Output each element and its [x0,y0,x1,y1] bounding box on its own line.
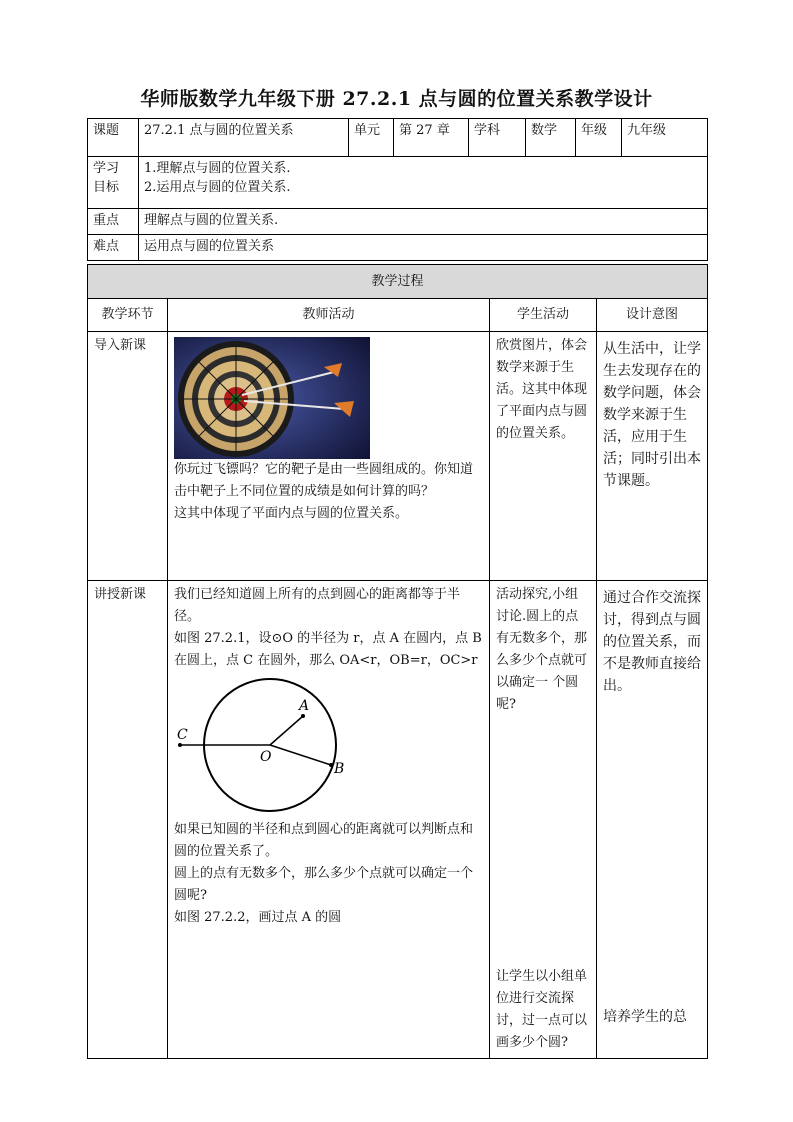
stage-new: 讲授新课 [88,581,168,1059]
header-intent: 设计意图 [597,299,708,332]
unit-label: 单元 [349,119,394,157]
student-intro: 欣赏图片，体会数学来源于生活。这其中体现了平面内点与圆的位置关系。 [490,332,597,581]
process-band: 教学过程 [88,265,708,299]
intent-intro: 从生活中，让学生去发现存在的数学问题，体会数学来源于生活，应用于生活；同时引出本节课题。 [597,332,708,581]
topic-label: 课题 [88,119,139,157]
label-b: B [334,761,345,777]
page-title: 华师版数学九年级下册 27.2.1 点与圆的位置关系教学设计 [140,88,653,110]
label-c: C [177,727,188,743]
difficult-value: 运用点与圆的位置关系 [139,235,708,261]
teacher-new: 我们已经知道圆上所有的点到圆心的距离都等于半径。 如图 27.2.1，设⊙O 的半径为 r，点 A 在圆内，点 B 在圆上，点 C 在圆外，那么 OA<r，OB=r，OC>r C O A B 如果已知圆的半径和点到圆心的距离就可以判断点和圆的位置关系了。 圆上的点有无数多个，那么多少个点就可以确定一个圆呢? 如图 27.2.2，画过点 A 的圆 [168,581,490,1059]
subject-label: 学科 [469,119,526,157]
key-label: 重点 [88,209,139,235]
unit-value: 第 27 章 [394,119,469,157]
student-new: 活动探究,小组讨论.圆上的点有无数多个，那么多少个点就可以确定一 个圆呢? 让学生以小组单位进行交流探讨，过一点可以画多少个圆? [490,581,597,1059]
header-stage: 教学环节 [88,299,168,332]
table-row [88,332,708,581]
key-value: 理解点与圆的位置关系. [139,209,708,235]
goal-item: 1.理解点与圆的位置关系. [144,161,291,176]
subject-value: 数学 [526,119,576,157]
circle-diagram [174,678,354,813]
header-teacher: 教师活动 [168,299,490,332]
stage-intro: 导入新课 [88,332,168,581]
difficult-label: 难点 [88,235,139,261]
teacher-intro: 你玩过飞镖吗？它的靶子是由一些圆组成的。你知道击中靶子上不同位置的成绩是如何计算的吗？ 这其中体现了平面内点与圆的位置关系。 [168,332,490,581]
topic-value: 27.2.1 点与圆的位置关系 [139,119,349,157]
goals-value [139,157,708,209]
grade-value: 九年级 [622,119,708,157]
grade-label: 年级 [576,119,622,157]
table-row [88,581,708,1059]
header-student: 学生活动 [490,299,597,332]
intent-new: 通过合作交流探讨，得到点与圆的位置关系，而不是教师直接给出。 培养学生的总 [597,581,708,1059]
process-table [87,264,708,1059]
label-o: O [260,749,272,765]
label-a: A [299,698,310,714]
dartboard-photo [174,337,370,459]
info-table [87,118,708,261]
goals-label: 学习 目标 [88,157,139,209]
goal-item: 2.运用点与圆的位置关系. [144,180,291,195]
